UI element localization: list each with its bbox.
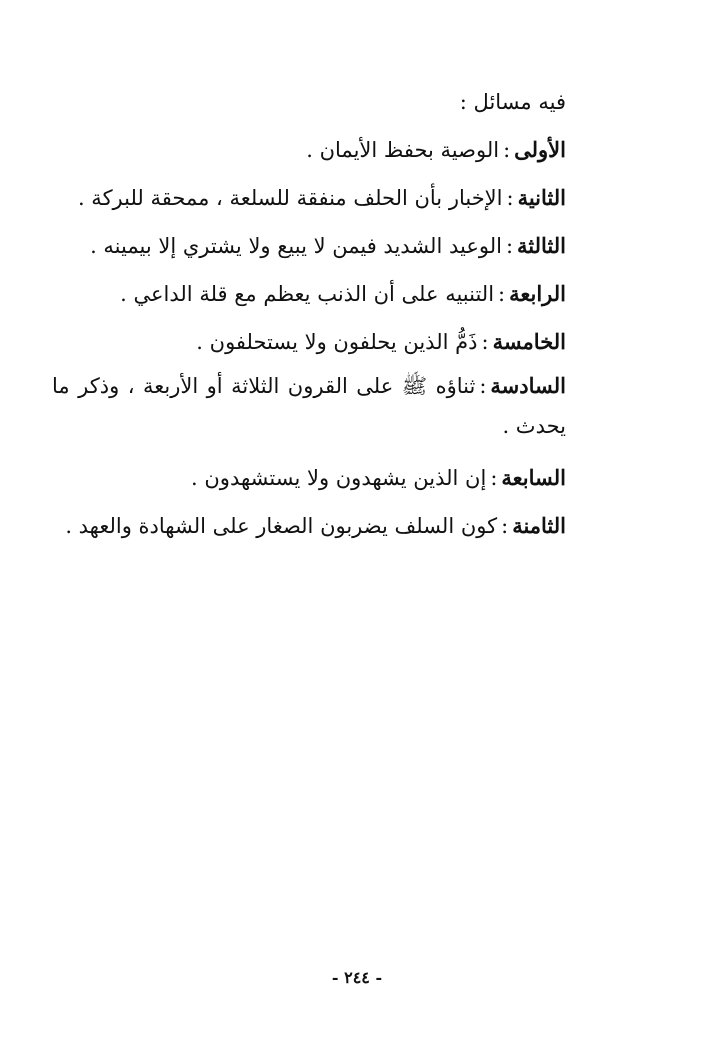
issue-text: إن الذين يشهدون ولا يستشهدون . <box>191 466 487 490</box>
issue-text: الإخبار بأن الحلف منفقة للسلعة ، ممحقة للبركة . <box>77 186 503 210</box>
issue-item-3: الثالثة:الوعيد الشديد فيمن لا يبيع ولا يشتري إلا بيمينه . <box>90 233 566 258</box>
issue-label: الثانية <box>517 185 566 210</box>
issue-label: السادسة <box>490 373 566 398</box>
issue-label: الثامنة <box>512 513 566 538</box>
issue-text: التنبيه على أن الذنب يعظم مع قلة الداعي . <box>120 282 495 306</box>
issue-text: ذَمُّ الذين يحلفون ولا يستحلفون . <box>196 330 478 354</box>
issue-label: الأولى <box>514 137 566 162</box>
issue-label: الثالثة <box>517 233 566 258</box>
issue-item-8: الثامنة:كون السلف يضربون الصغار على الشهادة والعهد . <box>65 513 566 538</box>
issue-label: الرابعة <box>509 281 566 306</box>
issue-text: كون السلف يضربون الصغار على الشهادة والعهد . <box>65 514 498 538</box>
issue-item-2: الثانية:الإخبار بأن الحلف منفقة للسلعة ، ممحقة للبركة . <box>77 185 566 210</box>
issue-item-4: الرابعة:التنبيه على أن الذنب يعظم مع قلة الداعي . <box>120 281 566 306</box>
issue-label: السابعة <box>501 465 566 490</box>
issue-text: الوعيد الشديد فيمن لا يبيع ولا يشتري إلا بيمينه . <box>90 234 502 258</box>
issue-item-6: السادسة:ثناؤه ﷺ على القرون الثلاثة أو الأربعة ، وذكر ما يحدث . <box>52 373 566 438</box>
issue-text: الوصية بحفظ الأيمان . <box>306 138 500 162</box>
issues-section <box>52 78 566 550</box>
issue-item-1: الأولى:الوصية بحفظ الأيمان . <box>306 137 566 162</box>
issue-item-5: الخامسة:ذَمُّ الذين يحلفون ولا يستحلفون . <box>196 329 566 354</box>
issue-item-7: السابعة:إن الذين يشهدون ولا يستشهدون . <box>191 465 566 490</box>
intro-line: فيه مسائل : <box>459 90 566 114</box>
issue-text: ثناؤه ﷺ على القرون الثلاثة أو الأربعة ، وذكر ما يحدث . <box>52 374 566 438</box>
issue-label: الخامسة <box>492 329 566 354</box>
page-number: - ٢٤٤ - <box>331 968 383 987</box>
